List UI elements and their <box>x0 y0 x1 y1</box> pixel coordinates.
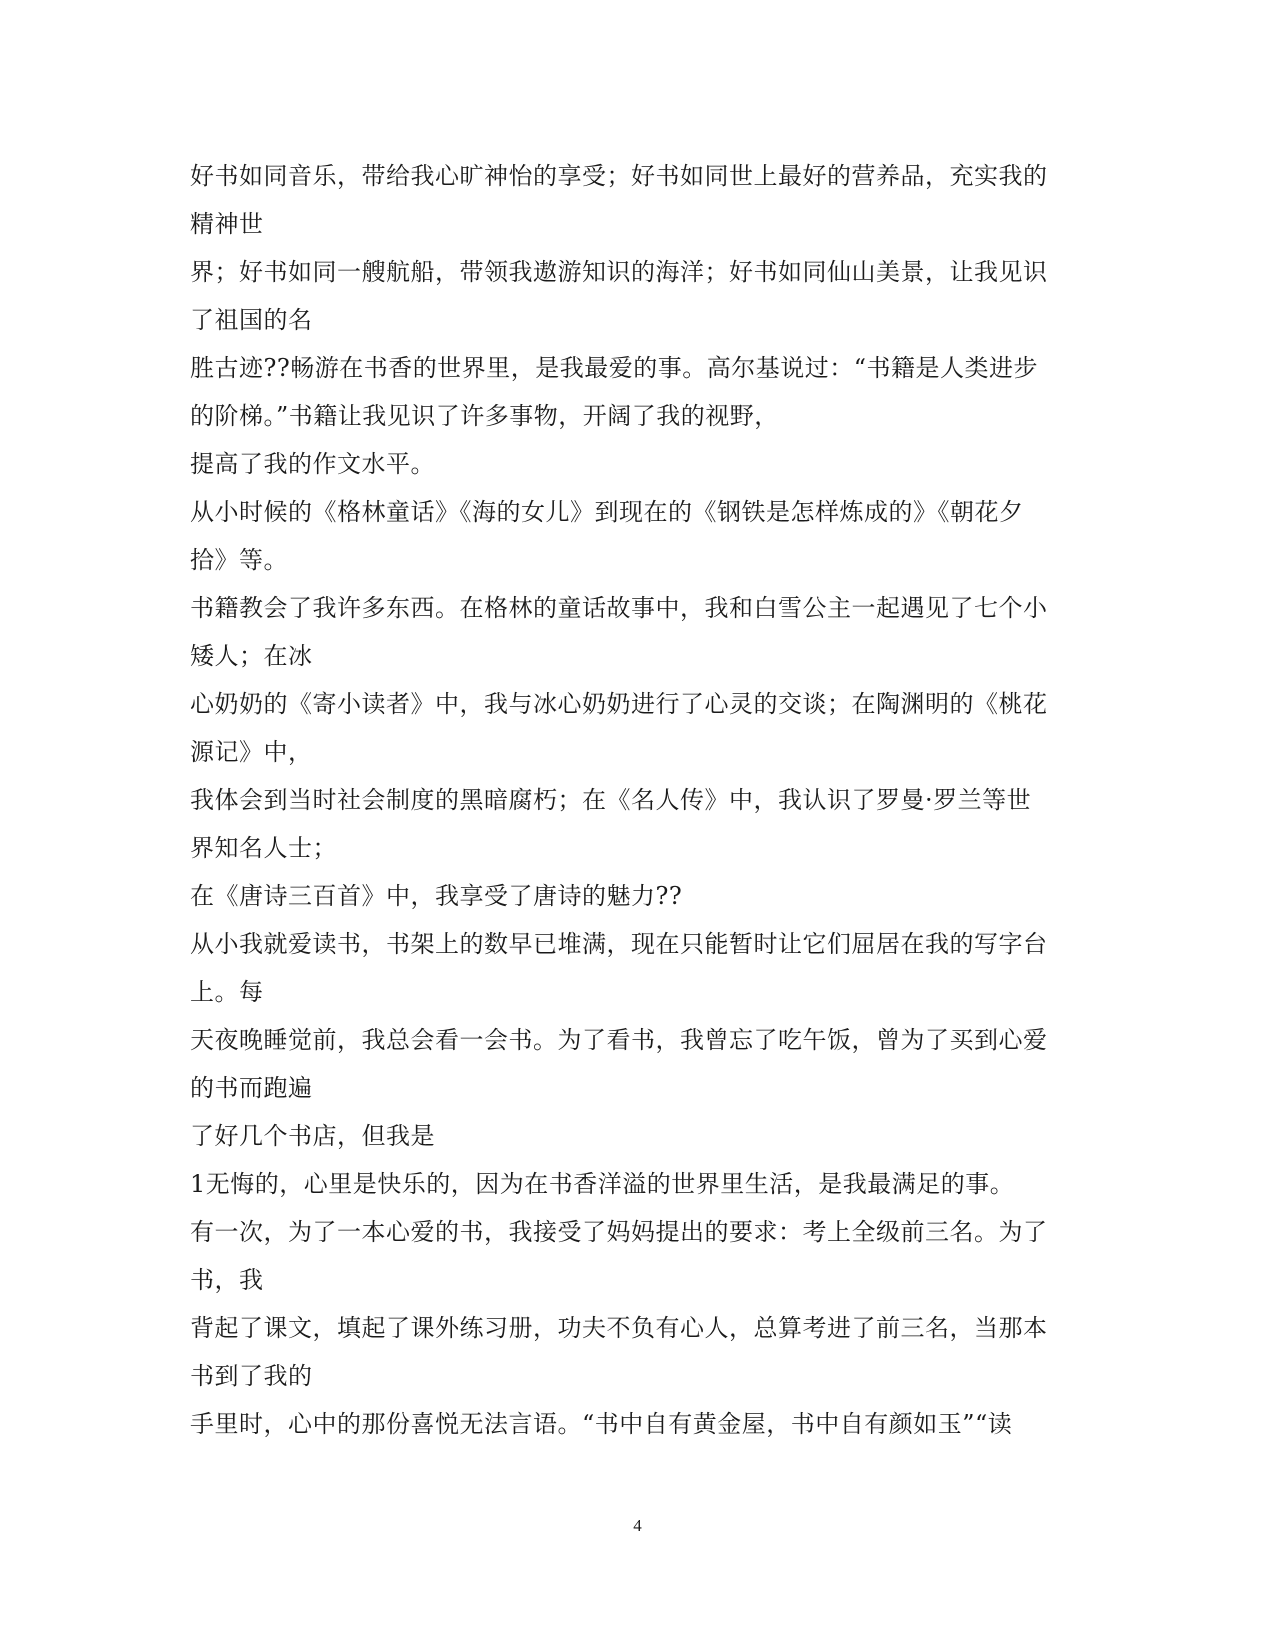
text-line: 上。每 <box>190 978 264 1006</box>
text-line: 的书而跑遍 <box>190 1074 313 1102</box>
body-text <box>190 152 1070 1448</box>
text-line: 书，我 <box>190 1266 264 1294</box>
text-line: 好书如同音乐，带给我心旷神怡的享受；好书如同世上最好的营养品，充实我的 <box>190 162 1048 190</box>
text-line: 手里时，心中的那份喜悦无法言语。“书中自有黄金屋，书中自有颜如玉”“读 <box>190 1410 1013 1438</box>
text-line: 有一次，为了一本心爱的书，我接受了妈妈提出的要求：考上全级前三名。为了 <box>190 1218 1048 1246</box>
text-line: 书到了我的 <box>190 1362 313 1390</box>
text-line: 心奶奶的《寄小读者》中，我与冰心奶奶进行了心灵的交谈；在陶渊明的《桃花 <box>190 690 1048 718</box>
text-line: 天夜晚睡觉前，我总会看一会书。为了看书，我曾忘了吃午饭，曾为了买到心爱 <box>190 1026 1048 1054</box>
text-line: 精神世 <box>190 210 264 238</box>
text-line: 提高了我的作文水平。 <box>190 450 435 478</box>
text-line: 背起了课文，填起了课外练习册，功夫不负有心人，总算考进了前三名，当那本 <box>190 1314 1048 1342</box>
text-line: 界知名人士； <box>190 834 337 862</box>
text-line: 从小时候的《格林童话》《海的女儿》到现在的《钢铁是怎样炼成的》《朝花夕 <box>190 498 1024 526</box>
text-line: 界；好书如同一艘航船，带领我遨游知识的海洋；好书如同仙山美景，让我见识 <box>190 258 1048 286</box>
text-line: 的阶梯。”书籍让我见识了许多事物，开阔了我的视野， <box>190 402 779 430</box>
page-number: 4 <box>633 1516 642 1535</box>
text-line: 在《唐诗三百首》中，我享受了唐诗的魅力?? <box>190 882 683 910</box>
text-line: 从小我就爱读书，书架上的数早已堆满，现在只能暂时让它们屈居在我的写字台 <box>190 930 1048 958</box>
text-line: 胜古迹??畅游在书香的世界里，是我最爱的事。高尔基说过：“书籍是人类进步 <box>190 354 1039 382</box>
text-line: 了好几个书店，但我是 <box>190 1122 435 1150</box>
text-line: 了祖国的名 <box>190 306 313 334</box>
text-line: 1无悔的，心里是快乐的，因为在书香洋溢的世界里生活，是我最满足的事。 <box>190 1170 1015 1198</box>
text-line: 源记》中， <box>190 738 313 766</box>
text-line: 拾》等。 <box>190 546 288 574</box>
text-line: 矮人；在冰 <box>190 642 313 670</box>
text-line: 我体会到当时社会制度的黑暗腐朽；在《名人传》中，我认识了罗曼·罗兰等世 <box>190 786 1032 814</box>
text-line: 书籍教会了我许多东西。在格林的童话故事中，我和白雪公主一起遇见了七个小 <box>190 594 1048 622</box>
